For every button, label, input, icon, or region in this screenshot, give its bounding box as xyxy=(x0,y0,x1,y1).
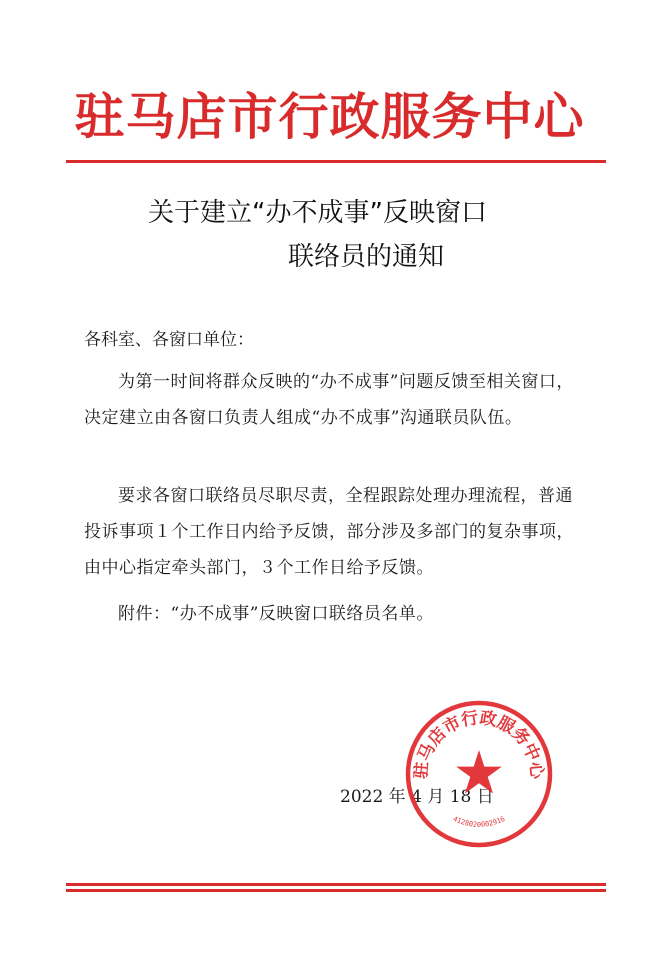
official-seal-stamp xyxy=(403,698,555,850)
footer-red-rule-top xyxy=(66,883,606,886)
star-icon xyxy=(456,750,502,794)
header-red-rule xyxy=(66,160,606,163)
footer-red-rule-bottom xyxy=(66,889,606,892)
org-header-title: 驻马店市行政服务中心 xyxy=(74,88,585,146)
body-paragraph-1: 为第一时间将群众反映的“办不成事”问题反馈至相关窗口，决定建立由各窗口负责人组成“办不成事”沟通联员队伍。 xyxy=(84,372,574,428)
body-paragraph-2: 要求各窗口联络员尽职尽责，全程跟踪处理办理流程，普通投诉事项１个工作日内给予反馈，部分涉及多部门的复杂事项，由中心指定牵头部门，３个工作日给予反馈。 xyxy=(84,486,574,578)
seal-text: 驻马店市行政服务中心 xyxy=(411,708,547,780)
seal-code: 4128020002916 xyxy=(451,814,507,829)
attachment-note: 附件：“办不成事”反映窗口联络员名单。 xyxy=(118,604,434,624)
document-title-line2: 联络员的通知 xyxy=(288,242,445,272)
issue-date: 2022 年 4 月 18 日 xyxy=(340,787,494,807)
salutation: 各科室、各窗口单位： xyxy=(84,330,254,350)
document-title-line1: 关于建立“办不成事”反映窗口 xyxy=(148,198,487,228)
